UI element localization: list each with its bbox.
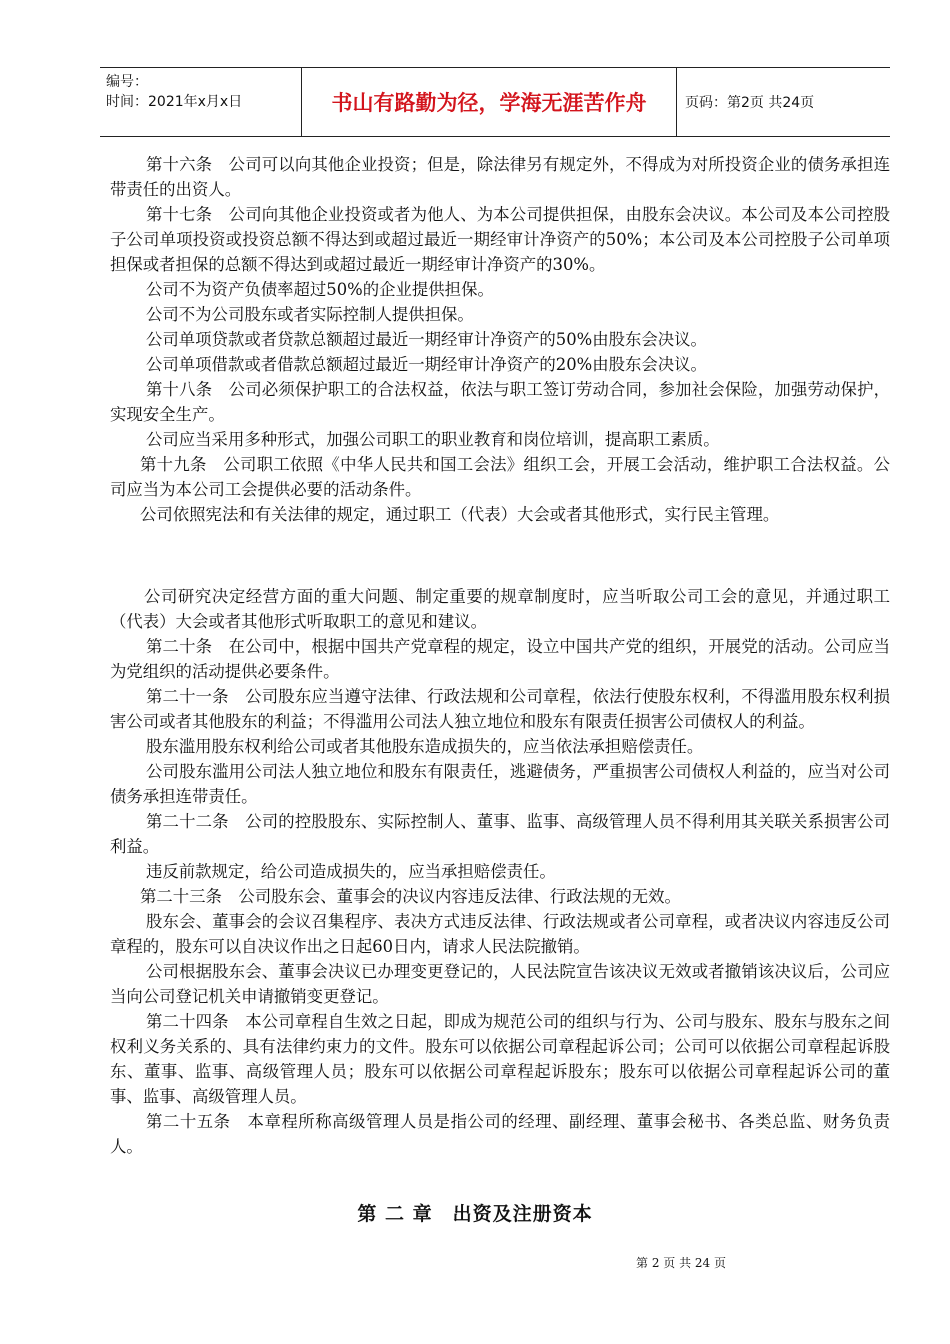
- body-paragraph: 第二十二条 公司的控股股东、实际控制人、董事、监事、高级管理人员不得利用其关联关系损害公司利益。: [110, 812, 890, 856]
- body-paragraph: 第十八条 公司必须保护职工的合法权益，依法与职工签订劳动合同，参加社会保险，加强劳动保护，实现安全生产。: [110, 380, 890, 424]
- body-paragraph: 股东会、董事会的会议召集程序、表决方式违反法律、行政法规或者公司章程，或者决议内容违反公司章程的，股东可以自决议作出之日起60日内，请求人民法院撤销。: [110, 912, 890, 956]
- body-paragraph: 第二十一条 公司股东应当遵守法律、行政法规和公司章程，依法行使股东权利，不得滥用股东权利损害公司或者其他股东的利益；不得滥用公司法人独立地位和股东有限责任损害公司债权人的利益。: [110, 687, 890, 731]
- body-paragraph: 第二十五条 本章程所称高级管理人员是指公司的经理、副经理、董事会秘书、各类总监、财务负责人。: [110, 1112, 890, 1156]
- body-paragraph: 公司不为资产负债率超过50%的企业提供担保。: [146, 280, 494, 299]
- body-paragraph: 公司应当采用多种形式，加强公司职工的职业教育和岗位培训，提高职工素质。: [146, 430, 720, 449]
- body-paragraph: 第十六条 公司可以向其他企业投资；但是，除法律另有规定外，不得成为对所投资企业的债务承担连带责任的出资人。: [110, 155, 890, 199]
- body-paragraph: 公司研究决定经营方面的重大问题、制定重要的规章制度时，应当听取公司工会的意见，并通过职工（代表）大会或者其他形式听取职工的意见和建议。: [110, 587, 890, 631]
- body-paragraph: 违反前款规定，给公司造成损失的，应当承担赔偿责任。: [146, 862, 556, 881]
- document-body: [110, 152, 890, 1159]
- chapter-title: 第 二 章 出资及注册资本: [357, 1203, 593, 1225]
- body-paragraph: 第二十四条 本公司章程自生效之日起，即成为规范公司的组织与行为、公司与股东、股东与股东之间权利义务关系的、具有法律约束力的文件。股东可以依据公司章程起诉公司；公司可以依据公司章程起诉股东、董事、监事、高级管理人员；股东可以依据公司章程起诉股东；股东可以依据公司章程起诉公司的董事、监事、高级管理人员。: [110, 1012, 890, 1106]
- body-paragraph: 第二十三条 公司股东会、董事会的决议内容违反法律、行政法规的无效。: [140, 887, 681, 906]
- body-paragraph: 公司根据股东会、董事会决议已办理变更登记的，人民法院宣告该决议无效或者撤销该决议后，公司应当向公司登记机关申请撤销变更登记。: [110, 962, 890, 1006]
- body-paragraph: 第二十条 在公司中，根据中国共产党章程的规定，设立中国共产党的组织，开展党的活动。公司应当为党组织的活动提供必要条件。: [110, 637, 890, 681]
- header-page-label: 页码：第2页 共24页: [685, 95, 815, 111]
- body-paragraph: 第十九条 公司职工依照《中华人民共和国工会法》组织工会，开展工会活动，维护职工合法权益。公司应当为本公司工会提供必要的活动条件。: [110, 455, 890, 499]
- page-header: [100, 67, 890, 137]
- header-motto: 书山有路勤为径，学海无涯苦作舟: [302, 68, 677, 136]
- document-number-label: 编号：: [106, 74, 148, 90]
- page-footer: 第 2 页 共 24 页: [636, 1256, 726, 1270]
- body-paragraph: 公司不为公司股东或者实际控制人提供担保。: [146, 305, 474, 324]
- body-paragraph: 公司单项贷款或者贷款总额超过最近一期经审计净资产的50%由股东会决议。: [146, 330, 707, 349]
- header-meta: [100, 68, 302, 136]
- body-paragraph: 第十七条 公司向其他企业投资或者为他人、为本公司提供担保，由股东会决议。本公司及本公司控股子公司单项投资或投资总额不得达到或超过最近一期经审计净资产的50%；本公司及本公司控股子公司单项担保或者担保的总额不得达到或超过最近一期经审计净资产的30%。: [110, 205, 890, 274]
- body-paragraph: 公司股东滥用公司法人独立地位和股东有限责任，逃避债务，严重损害公司债权人利益的，应当对公司债务承担连带责任。: [110, 762, 890, 806]
- paragraph-spacer: [110, 543, 890, 568]
- body-paragraph: 股东滥用股东权利给公司或者其他股东造成损失的，应当依法承担赔偿责任。: [146, 737, 704, 756]
- document-date-label: 时间：2021年x月x日: [106, 94, 243, 110]
- body-paragraph: 公司单项借款或者借款总额超过最近一期经审计净资产的20%由股东会决议。: [146, 355, 707, 374]
- body-paragraph: 公司依照宪法和有关法律的规定，通过职工（代表）大会或者其他形式，实行民主管理。: [140, 505, 780, 524]
